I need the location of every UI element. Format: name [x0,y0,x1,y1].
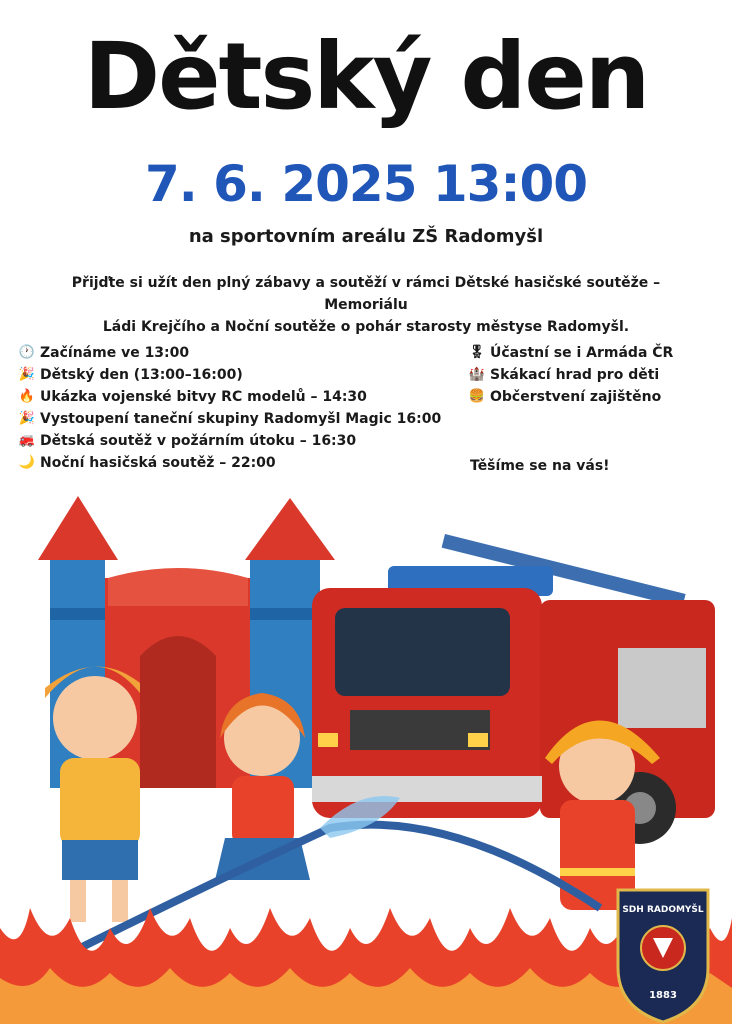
schedule-item [18,386,468,408]
extras-item [468,364,728,386]
extras-item-text: Účastní se i Armáda ČR [490,345,674,361]
schedule-list [18,342,468,474]
party-popper-icon: 🎉 [18,367,36,382]
burger-icon: 🍔 [468,389,486,404]
schedule-item [18,430,468,452]
party-popper-icon: 🎉 [18,411,36,426]
schedule-item-text: Dětská soutěž v požárním útoku – 16:30 [40,433,357,449]
intro-line-2: Ládi Krejčího a Noční soutěže o pohár starosty městyse Radomyšl. [102,319,630,335]
intro-line-1: Přijďte si užít den plný zábavy a soutěží v rámci Dětské hasičské soutěže – Memoriálu [71,275,661,313]
intro-text [30,272,702,338]
illustration [0,488,732,1024]
closing-text: Těšíme se na vás! [470,458,610,474]
schedule-item-text: Vystoupení taneční skupiny Radomyšl Magic 16:00 [40,411,442,427]
clock-icon: 🕐 [18,345,36,360]
page-title: Dětský den [83,23,649,130]
extras-item [468,342,728,364]
schedule-item-text: Ukázka vojenské bitvy RC modelů – 14:30 [40,389,367,405]
extras-item [468,386,728,408]
event-date-time: 7. 6. 2025 13:00 [144,155,588,213]
fire-engine-icon: 🚒 [18,433,36,448]
schedule-item-text: Dětský den (13:00–16:00) [40,367,243,383]
extras-item-text: Občerstvení zajištěno [490,389,662,405]
sdh-badge [618,890,708,1022]
medal-icon: 🎖 [468,345,486,360]
badge-name: SDH RADOMYŠL [622,905,704,915]
schedule-item [18,452,468,474]
moon-icon: 🌙 [18,455,36,470]
event-venue: na sportovním areálu ZŠ Radomyšl [188,226,544,247]
castle-icon: 🏰 [468,367,486,382]
schedule-item [18,408,468,430]
schedule-item-text: Začínáme ve 13:00 [40,345,190,361]
badge-year: 1883 [649,990,677,1001]
schedule-item [18,364,468,386]
child-boy [45,667,140,922]
extras-item-text: Skákací hrad pro děti [490,367,660,383]
fire-icon: 🔥 [18,389,36,404]
extras-list [468,342,728,408]
schedule-item-text: Noční hasičská soutěž – 22:00 [40,455,276,471]
schedule-item [18,342,468,364]
